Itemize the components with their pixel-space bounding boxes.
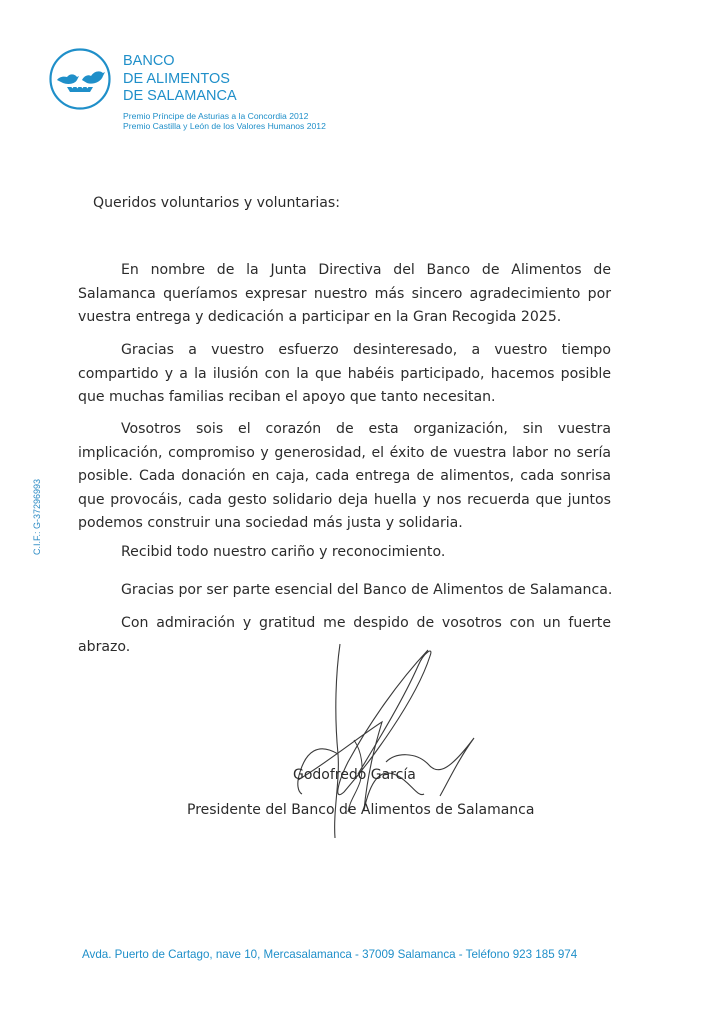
org-name-line-1: BANCO bbox=[123, 53, 175, 69]
org-name-line-3: DE SALAMANCA bbox=[123, 88, 237, 104]
awards bbox=[123, 111, 326, 132]
paragraph-6: Con admiración y gratitud me despido de vosotros con un fuerte abrazo. bbox=[78, 615, 611, 655]
org-name-line-2: DE ALIMENTOS bbox=[123, 70, 230, 87]
award-1: Premio Príncipe de Asturias a la Concordia 2012 bbox=[123, 111, 309, 121]
paragraph-2: Gracias a vuestro esfuerzo desinteresado, a vuestro tiempo compartido y a la ilusión con la que habéis participado, hacemos posible que muchas familias reciban el apoyo que tanto necesitan. bbox=[78, 342, 611, 406]
paragraph-5: Gracias por ser parte esencial del Banco de Alimentos de Salamanca. bbox=[121, 582, 613, 598]
signer-name: Godofredo García bbox=[293, 767, 416, 783]
org-name bbox=[123, 53, 237, 106]
paragraph-3: Vosotros sois el corazón de esta organización, sin vuestra implicación, compromiso y generosidad, el éxito de vuestra labor no sería posible. Cada donación en caja, cada entrega de alimentos, cada sonrisa que provocáis, cada gesto solidario deja huella y nos recuerda que juntos podemos construir una sociedad más justa y solidaria. bbox=[78, 421, 611, 532]
paragraph-4: Recibid todo nuestro cariño y reconocimiento. bbox=[121, 544, 446, 560]
cif-note: C.I.F.: G-37296993 bbox=[32, 478, 42, 556]
greeting: Queridos voluntarios y voluntarias: bbox=[93, 195, 341, 211]
signer-title: Presidente del Banco de Alimentos de Salamanca bbox=[187, 802, 535, 818]
footer-address: Avda. Puerto de Cartago, nave 10, Mercasalamanca - 37009 Salamanca - Teléfono 923 185 974 bbox=[82, 948, 578, 961]
paragraph-1: En nombre de la Junta Directiva del Banco de Alimentos de Salamanca queríamos expresar nuestro más sincero agradecimiento por vuestra entrega y dedicación a participar en la Gran Recogida 2025. bbox=[78, 262, 611, 326]
award-2: Premio Castilla y León de los Valores Humanos 2012 bbox=[123, 121, 326, 132]
birds-logo-icon bbox=[48, 47, 112, 111]
